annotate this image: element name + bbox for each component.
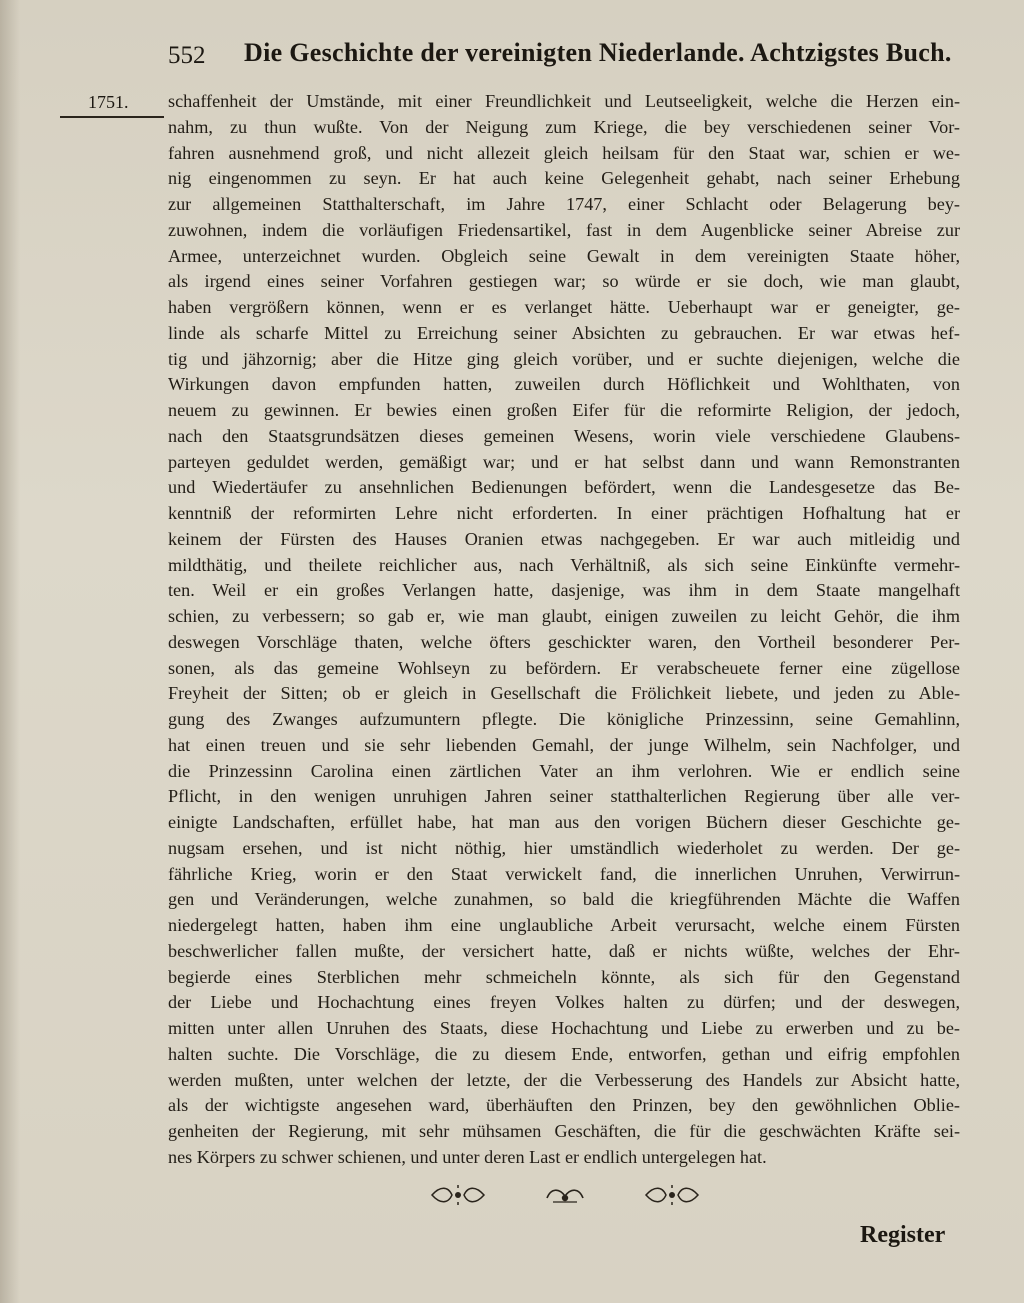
text-line: gen und Veränderungen, welche zunahmen, so bald die kriegführenden Mächte die Waffen	[168, 889, 960, 910]
text-line: fährliche Krieg, worin er den Staat verwickelt fand, die innerlichen Unruhen, Verwirrun-	[168, 863, 960, 884]
text-line: werden mußten, unter welchen der letzte, der die Verbesserung des Handels zur Absicht hatte,	[168, 1069, 960, 1090]
text-line: tig und jähzornig; aber die Hitze ging gleich vorüber, und er suchte diejenigen, welche die	[168, 348, 960, 369]
text-line: mildthätig, und theilete reichlicher aus, nach Verhältniß, als sich seine Einkünfte vermehr-	[168, 554, 960, 575]
text-line: fahren ausnehmend groß, und nicht allezeit gleich heilsam für den Staat war, schien er we-	[168, 142, 960, 163]
text-line: zur allgemeinen Statthalterschaft, im Jahre 1747, einer Schlacht oder Belagerung bey-	[168, 194, 960, 214]
page-number: 552	[168, 42, 206, 69]
text-line: und Wiedertäufer zu ansehnlichen Bedienungen befördert, wenn die Landesgesetze das Be-	[168, 477, 960, 498]
text-line: beschwerlicher fallen mußte, der versichert hatte, daß er nichts wüßte, welches der Ehr-	[168, 940, 960, 961]
text-line: einigte Landschaften, erfüllet habe, hat man aus den vorigen Büchern dieser Geschichte ge-	[168, 812, 960, 832]
text-line: mitten unter allen Unruhen des Staats, diese Hochachtung und Liebe zu erwerben und zu be-	[168, 1018, 960, 1038]
text-line: nes Körpers zu schwer schienen, und unter deren Last er endlich untergelegen hat.	[168, 1146, 767, 1167]
catchword: Register	[860, 1222, 946, 1248]
text-line: schaffenheit der Umstände, mit einer Freundlichkeit und Leutseeligkeit, welche die Herzen ein-	[168, 91, 960, 111]
margin-rule	[60, 116, 164, 118]
text-line: Pflicht, in den wenigen unruhigen Jahren seiner statthalterlichen Regierung über alle ver-	[168, 786, 960, 807]
body-text	[168, 89, 960, 1171]
text-line: keinem der Fürsten des Hauses Oranien etwas nachgegeben. Er war auch mitleidig und	[168, 528, 960, 549]
floral-ornament-icon	[543, 1184, 587, 1206]
text-line: der Liebe und Hochachtung eines freyen Volkes halten zu dürfen; und der deswegen,	[168, 992, 960, 1013]
text-line: parteyen geduldet werden, gemäßigt war; und er hat selbst dann und wann Remonstranten	[168, 451, 960, 472]
text-line: als der wichtigste angesehen ward, überhäuften den Prinzen, bey den gewöhnlichen Oblie-	[168, 1095, 960, 1116]
tailpiece-ornaments	[430, 1180, 700, 1210]
text-line: gung des Zwanges aufzumuntern pflegte. Die königliche Prinzessinn, seine Gemahlinn,	[168, 709, 960, 729]
text-line: niedergelegt hatten, haben ihm eine unglaubliche Arbeit verursacht, welche einem Fürsten	[168, 915, 960, 935]
running-title: Die Geschichte der vereinigten Niederlande. Achtzigstes Buch.	[244, 38, 952, 67]
text-line: Wirkungen davon empfunden hatten, zuweilen durch Höflichkeit und Wohlthaten, von	[168, 374, 960, 395]
text-line: haben vergrößern können, wenn er es verlanget hätte. Ueberhaupt war er geneigter, ge-	[168, 297, 960, 317]
text-line: neuem zu gewinnen. Er bewies einen großen Eifer für die reformirte Religion, der jedoch,	[168, 400, 960, 420]
text-line: nach den Staatsgrundsätzen dieses gemeinen Wesens, worin viele verschiedene Glaubens-	[168, 425, 960, 446]
text-line: nahm, zu thun wußte. Von der Neigung zum Kriege, die bey verschiedenen seiner Vor-	[168, 116, 960, 137]
text-line: nig eingenommen zu seyn. Er hat auch keine Gelegenheit gehabt, nach seiner Erhebung	[168, 168, 960, 189]
text-line: als irgend eines seiner Vorfahren gestiegen war; so würde er sie doch, wie man glaubt,	[168, 271, 960, 292]
text-line: ten. Weil er ein großes Verlangen hatte, dasjenige, was ihm in dem Staate mangelhaft	[168, 580, 960, 601]
text-line: kenntniß der reformirten Lehre nicht erforderten. In einer prächtigen Hofhaltung hat er	[168, 503, 960, 523]
floral-ornament-icon	[430, 1184, 486, 1206]
text-line: Armee, unterzeichnet wurden. Obgleich seine Gewalt in dem vereinigten Staate höher,	[168, 245, 960, 266]
text-line: Freyheit der Sitten; ob er gleich in Gesellschaft die Frölichkeit liebete, und jeden zu Able-	[168, 683, 960, 704]
margin-year: 1751.	[88, 92, 129, 112]
floral-ornament-icon	[644, 1184, 700, 1206]
text-line: hat einen treuen und sie sehr liebenden Gemahl, der junge Wilhelm, sein Nachfolger, und	[168, 734, 960, 755]
text-line: halten suchte. Die Vorschläge, die zu diesem Ende, entworfen, gethan und eifrig empfohlen	[168, 1043, 960, 1064]
page-header	[168, 38, 958, 84]
text-line: nugsam ersehen, und ist nicht nöthig, hier umständlich wiederholet zu werden. Der ge-	[168, 837, 960, 858]
text-line: linde als scharfe Mittel zu Erreichung seiner Absichten zu gebrauchen. Er war etwas hef-	[168, 322, 960, 343]
text-line: zuwohnen, indem die vorläufigen Friedensartikel, fast in dem Augenblicke seiner Abreise zur	[168, 219, 960, 240]
text-line: begierde eines Sterblichen mehr schmeicheln könnte, als sich für den Gegenstand	[168, 966, 960, 987]
text-line: die Prinzessinn Carolina einen zärtlichen Vater an ihm verlohren. Wie er endlich seine	[168, 760, 960, 781]
text-line: sonen, als das gemeine Wohlseyn zu befördern. Er verabscheuete ferner eine zügellose	[168, 657, 960, 678]
text-line: schien, zu verbessern; so gab er, wie man glaubt, einigen zuweilen zu leicht Gehör, die ihm	[168, 606, 960, 626]
text-line: deswegen Vorschläge thaten, welche öfters geschickter waren, den Vortheil besonderer Per-	[168, 631, 960, 652]
text-line: genheiten der Regierung, mit sehr mühsamen Geschäften, die für die geschwächten Kräfte sei-	[168, 1121, 960, 1141]
